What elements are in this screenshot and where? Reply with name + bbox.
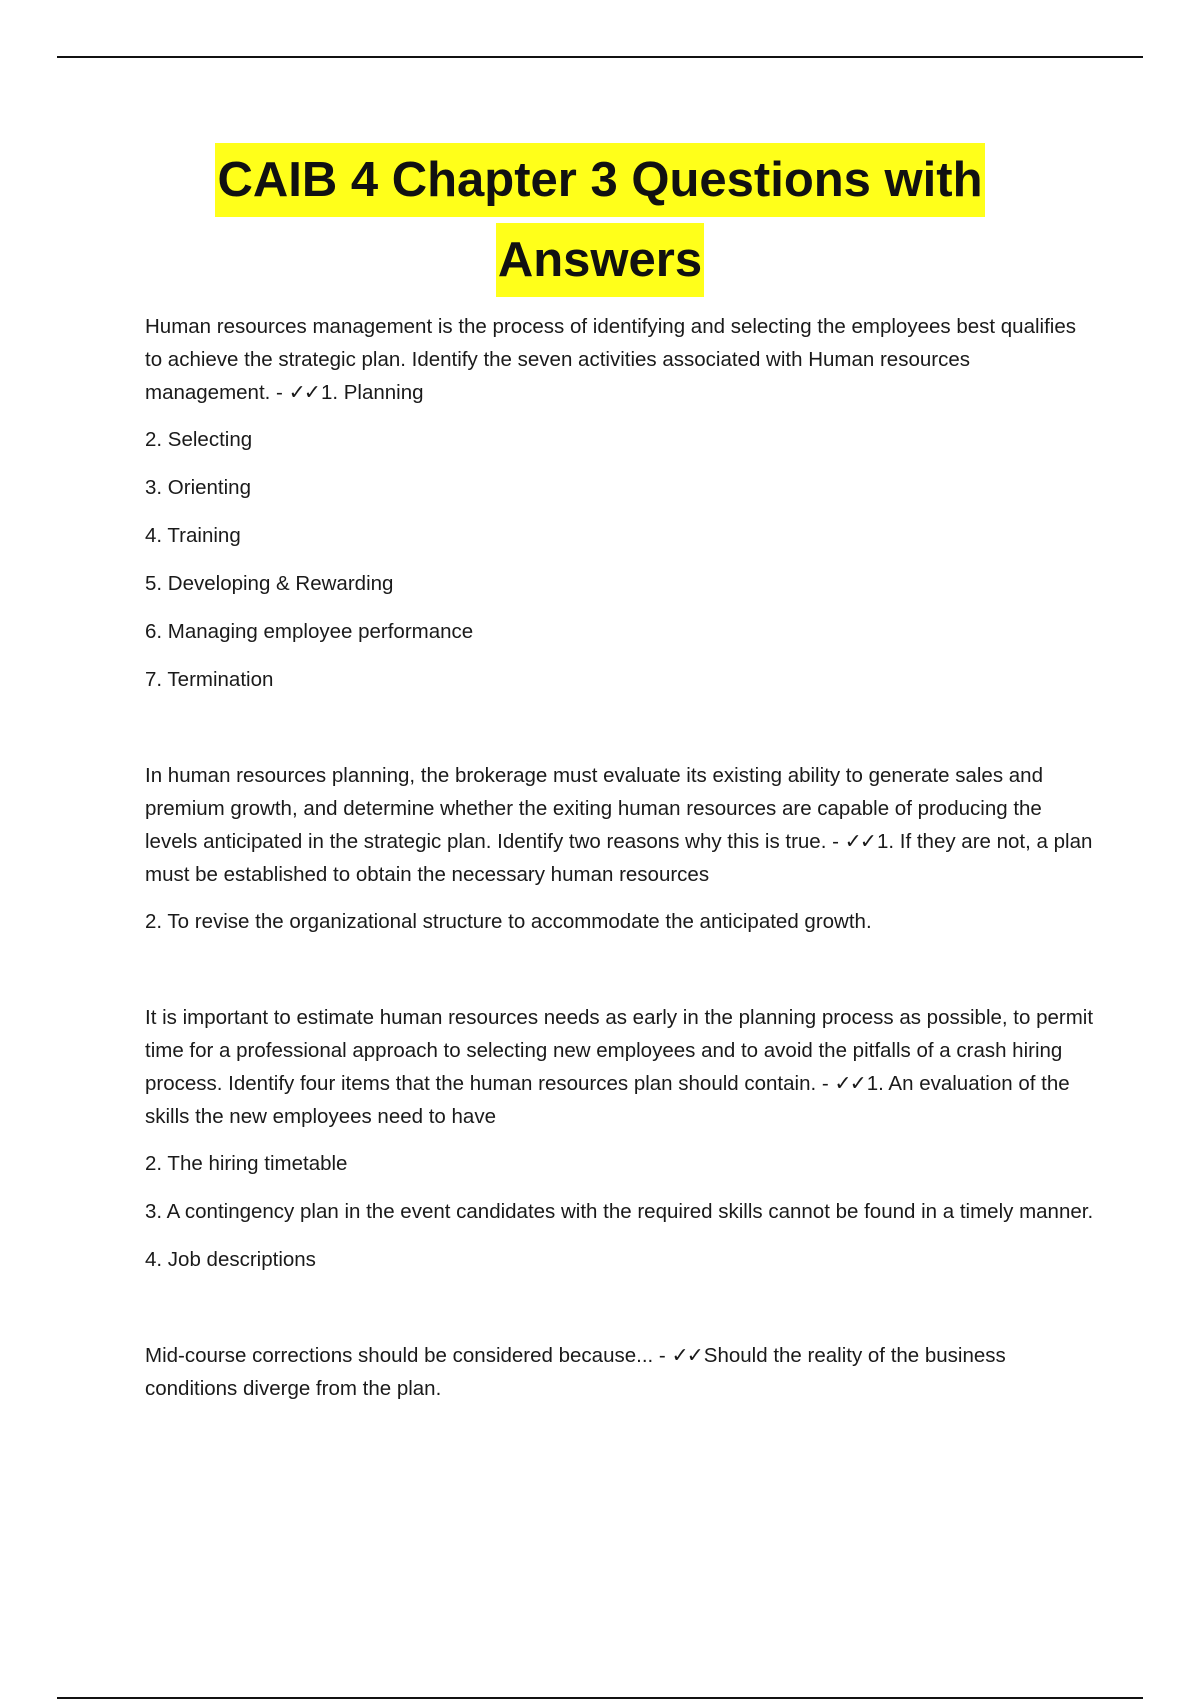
title-line-2: Answers — [496, 223, 704, 297]
question-4 — [145, 1339, 1095, 1405]
qa-block-4 — [145, 1339, 1095, 1405]
answer-item: 2. The hiring timetable — [145, 1152, 348, 1175]
title-line-1: CAIB 4 Chapter 3 Questions with — [215, 143, 984, 217]
question-text: Human resources management is the process of identifying and selecting the employees best qualifies to achieve the strategic plan. Identify the seven activities associated with Human resources management. - — [145, 315, 1076, 404]
answer-item: 2. Selecting — [145, 428, 253, 451]
answer-item: 5. Developing & Rewarding — [145, 572, 394, 595]
question-3 — [145, 1001, 1095, 1133]
answer-text: 1. Planning — [320, 381, 424, 404]
bottom-rule — [57, 1697, 1143, 1699]
qa-block-1 — [145, 310, 1095, 696]
answer-text: Should the reality of the business conditions diverge from the plan. — [145, 1344, 1006, 1400]
page-title — [0, 140, 1200, 300]
answer-item: 2. To revise the organizational structure to accommodate the anticipated growth. — [145, 910, 872, 933]
question-text: It is important to estimate human resources needs as early in the planning process as possible, to permit time for a professional approach to selecting new employees and to avoid the pitfalls of a crash hiring process. Identify four items that the human resources plan should contain. - — [145, 1006, 1094, 1095]
section-gap — [145, 1291, 1095, 1339]
question-text: In human resources planning, the brokerage must evaluate its existing ability to generate sales and premium growth, and determine whether the exiting human resources are capable of producing the levels anticipated in the strategic plan. Identify two reasons why this is true. - — [145, 764, 1043, 853]
double-check-icon: ✓✓ — [288, 380, 319, 404]
question-text: Mid-course corrections should be considered because... - — [145, 1344, 672, 1367]
document-body — [145, 310, 1095, 1419]
double-check-icon: ✓✓ — [834, 1071, 865, 1095]
answer-item: 4. Job descriptions — [145, 1248, 316, 1271]
question-2 — [145, 759, 1095, 891]
top-rule — [57, 56, 1143, 58]
qa-block-2 — [145, 759, 1095, 938]
section-gap — [145, 953, 1095, 1001]
answer-item: 6. Managing employee performance — [145, 620, 474, 643]
answer-item: 3. A contingency plan in the event candidates with the required skills cannot be found in a timely manner. — [145, 1200, 1094, 1223]
qa-block-3 — [145, 1001, 1095, 1276]
double-check-icon: ✓✓ — [844, 829, 875, 853]
answer-text: 1. If they are not, a plan must be established to obtain the necessary human resources — [145, 830, 1093, 886]
answer-text: 1. An evaluation of the skills the new employees need to have — [145, 1072, 1070, 1128]
section-gap — [145, 711, 1095, 759]
double-check-icon: ✓✓ — [671, 1343, 702, 1367]
question-1 — [145, 310, 1095, 409]
answer-item: 7. Termination — [145, 668, 274, 691]
answer-item: 4. Training — [145, 524, 241, 547]
answer-item: 3. Orienting — [145, 476, 251, 499]
